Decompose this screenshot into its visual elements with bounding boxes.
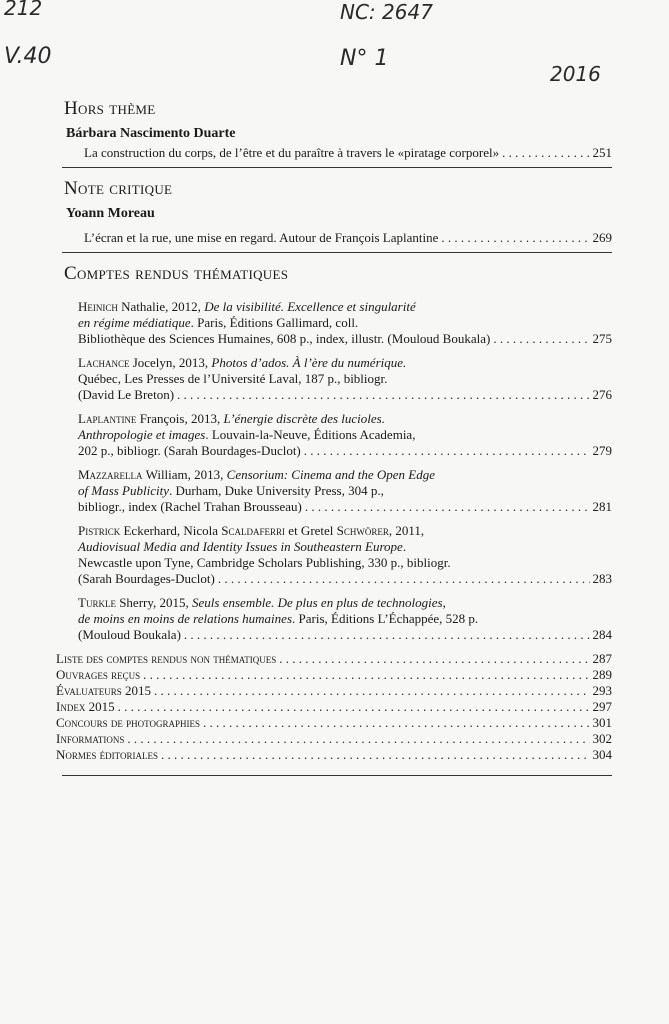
review-text: bibliogr., index (Rachel Trahan Brousseau) (78, 499, 302, 514)
toc-entry[interactable] (56, 715, 612, 731)
toc-entry[interactable] (56, 731, 612, 747)
toc-entry[interactable] (56, 747, 612, 763)
page-number: 276 (592, 387, 612, 402)
dot-leader (279, 651, 589, 667)
review-text: Québec, Les Presses de l’Université Laval, 187 p., bibliogr. (78, 371, 388, 386)
entry-title: L’écran et la rue, une mise en regard. Autour de François Laplantine (84, 230, 439, 245)
page-number: 297 (592, 699, 612, 714)
page-number: 304 (592, 747, 612, 762)
handwritten-issue-number: N° 1 (340, 46, 389, 71)
divider (62, 775, 612, 776)
review-text: William, 2013, (142, 467, 227, 482)
page-number: 289 (592, 667, 612, 682)
review-title: Audiovisual Media and Identity Issues in Southeastern Europe (78, 539, 403, 554)
dot-leader (502, 145, 589, 161)
entry-title: La construction du corps, de l’être et du paraître à travers le «piratage corporel» (84, 145, 500, 160)
toc-entry[interactable] (56, 651, 612, 667)
review-text: 202 p., bibliogr. (Sarah Bourdages-Duclot) (78, 443, 301, 458)
review-entry[interactable] (78, 595, 612, 643)
review-title: Seuls ensemble. De plus en plus de technologies, (192, 595, 446, 610)
review-author: Schwörer (336, 523, 389, 538)
dot-leader (305, 499, 590, 515)
page-number: 275 (592, 331, 612, 346)
dot-leader (161, 747, 590, 763)
review-title: Censorium: Cinema and the Open Edge (226, 467, 435, 482)
page-number: 281 (592, 499, 612, 514)
toc-entry[interactable] (84, 145, 612, 161)
back-matter-list (56, 651, 612, 763)
dot-leader (203, 715, 589, 731)
divider (62, 252, 612, 253)
review-text: , 2011, (388, 523, 425, 538)
handwritten-volume: V.40 (4, 44, 52, 69)
review-text: François, 2013, (136, 411, 224, 426)
dot-leader (127, 731, 589, 747)
dot-leader (184, 627, 590, 643)
page-number: 284 (592, 627, 612, 642)
dot-leader (493, 331, 589, 347)
review-author: Heinich (78, 299, 118, 314)
review-text: Newcastle upon Tyne, Cambridge Scholars Publishing, 330 p., bibliogr. (78, 555, 451, 570)
review-entry[interactable] (78, 467, 612, 515)
review-text: (David Le Breton) (78, 387, 175, 402)
divider (62, 167, 612, 168)
review-text: Jocelyn, 2013, (129, 355, 212, 370)
review-text: Bibliothèque des Sciences Humaines, 608 p., index, illustr. (Mouloud Boukala) (78, 331, 491, 346)
review-text: Eckerhard, Nicola (120, 523, 222, 538)
review-title: Anthropologie et images (78, 427, 206, 442)
dot-leader (154, 683, 589, 699)
dot-leader (441, 230, 589, 246)
page-number: 283 (592, 571, 612, 586)
review-author: Laplantine (78, 411, 137, 426)
review-text: . Paris, Éditions Gallimard, coll. (190, 315, 359, 330)
entry-title: Concours de photographies (56, 715, 201, 730)
entry-title: Ouvrages reçus (56, 667, 141, 682)
toc-entry[interactable] (56, 667, 612, 683)
review-title: Photos d’ados. À l’ère du numérique. (211, 355, 407, 370)
review-text: (Mouloud Boukala) (78, 627, 181, 642)
page-number: 251 (592, 145, 612, 160)
review-text: Sherry, 2015, (115, 595, 193, 610)
page-number: 301 (592, 715, 612, 730)
toc-entry[interactable] (56, 699, 612, 715)
review-author: Mazzarella (78, 467, 143, 482)
page-number: 302 (592, 731, 612, 746)
author-name: Yoann Moreau (66, 206, 155, 221)
review-text: . Louvain-la-Neuve, Éditions Academia, (205, 427, 416, 442)
review-text: Nathalie, 2012, (117, 299, 205, 314)
review-text: (Sarah Bourdages-Duclot) (78, 571, 215, 586)
review-text: . Durham, Duke University Press, 304 p., (169, 483, 384, 498)
review-entry[interactable] (78, 523, 612, 587)
review-text: . (402, 539, 407, 554)
entry-title: Index 2015 (56, 699, 115, 714)
handwritten-year: 2016 (550, 62, 601, 86)
handwritten-corner-note: 212 (4, 0, 43, 20)
review-author: Lachance (78, 355, 130, 370)
entry-title: Informations (56, 731, 125, 746)
review-author: Pistrick (78, 523, 121, 538)
review-entry[interactable] (78, 411, 612, 459)
page-number: 279 (592, 443, 612, 458)
toc-entry[interactable] (84, 230, 612, 246)
review-title: De la visibilité. Excellence et singularité (204, 299, 416, 314)
dot-leader (118, 699, 590, 715)
review-title: of Mass Publicity (78, 483, 169, 498)
entry-title: Normes éditoriales (56, 747, 158, 762)
review-author: Turkle (78, 595, 116, 610)
review-author: Scaldaferri (221, 523, 286, 538)
entry-title: Évaluateurs 2015 (56, 683, 152, 698)
dot-leader (177, 387, 589, 403)
review-text: . Paris, Éditions L’Échappée, 528 p. (292, 611, 479, 626)
section-title-comptes-rendus: Comptes rendus thématiques (64, 263, 289, 284)
review-title: de moins en moins de relations humaines (78, 611, 292, 626)
review-entry[interactable] (78, 355, 612, 403)
review-title: en régime médiatique (78, 315, 191, 330)
page-number: 269 (592, 230, 612, 245)
review-text: et Gretel (285, 523, 337, 538)
dot-leader (143, 667, 589, 683)
entry-title: Liste des comptes rendus non thématiques (56, 651, 277, 666)
section-title-note-critique: Note critique (64, 178, 173, 199)
dot-leader (304, 443, 590, 459)
handwritten-catalog-number: NC: 2647 (340, 0, 433, 24)
toc-entry[interactable] (56, 683, 612, 699)
author-name: Bárbara Nascimento Duarte (66, 126, 236, 141)
section-title-hors-theme: Hors thème (64, 98, 156, 119)
page-number: 287 (592, 651, 612, 666)
review-entry[interactable] (78, 299, 612, 347)
page-number: 293 (592, 683, 612, 698)
table-of-contents (56, 98, 612, 786)
dot-leader (218, 571, 590, 587)
review-title: L’énergie discrète des lucioles. (223, 411, 385, 426)
